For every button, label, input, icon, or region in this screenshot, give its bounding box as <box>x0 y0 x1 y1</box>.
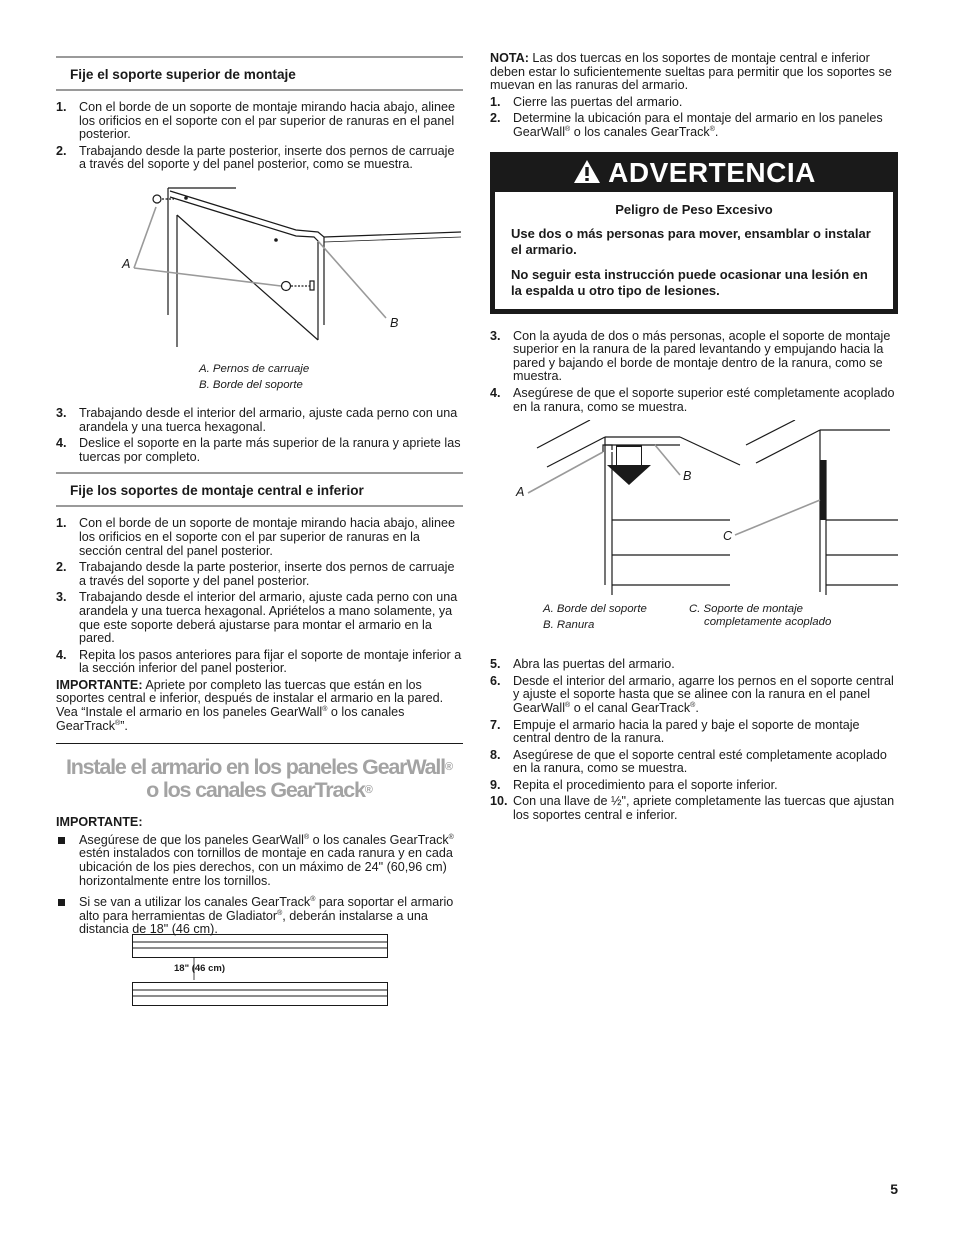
warning-line: Use dos o más personas para mover, ensamblar o instalar el armario. <box>511 225 871 257</box>
step-text: Con la ayuda de dos o más personas, acople el soporte de montaje superior en la ranura de la pared levantando y empujando hacia la pared y bajando el borde de montaje dentro de la ranura, como se muestra. <box>513 328 891 384</box>
step-number: 10. <box>490 794 508 809</box>
step-text: Deslice el soporte en la parte más superior de la ranura y apriete las tuercas por completo. <box>79 436 461 464</box>
bullet-item <box>56 834 463 888</box>
warning-header <box>492 154 896 192</box>
caption-a: A. Pernos de carruaje <box>199 362 310 375</box>
step-text: o el canal GearTrack <box>570 700 691 715</box>
step-text: Asegúrese de que el soporte superior esté completamente acoplado en la ranura, como se muestra. <box>513 385 895 414</box>
label-a: A <box>122 256 131 271</box>
step-text: Asegúrese de que el soporte central esté completamente acoplado en la ranura, como se muestra. <box>513 747 887 776</box>
step-number: 8. <box>490 747 501 762</box>
section-heading-top-bracket: Fije el soporte superior de montaje <box>56 56 463 91</box>
bullet-text: o los canales GearTrack <box>309 832 449 847</box>
bullet-text: , deberán instalarse a una distancia de 18" (46 cm). <box>79 908 428 937</box>
warning-triangle-icon <box>572 158 602 185</box>
registered-mark: ® <box>303 833 310 841</box>
step-number: 4. <box>490 385 501 400</box>
step-number: 3. <box>56 590 67 605</box>
step-number: 4. <box>56 436 67 451</box>
warning-box <box>490 152 898 314</box>
registered-mark: ® <box>565 125 571 133</box>
step-item <box>490 675 898 716</box>
warning-subtitle: Peligro de Peso Excesivo <box>615 201 773 217</box>
nota-label: NOTA: <box>490 51 529 65</box>
step-text: Con una llave de ½", apriete completamente las tuercas que ajustan los soportes central e inferior. <box>513 794 895 823</box>
top-bracket-steps <box>56 101 463 172</box>
label-b: B <box>683 469 692 484</box>
step-number: 1. <box>56 516 67 531</box>
label-b: B <box>390 315 399 330</box>
step-number: 4. <box>56 647 67 662</box>
install-section <box>56 743 463 937</box>
step-item <box>490 387 898 414</box>
bracket-engagement-illustration <box>490 420 898 595</box>
figure-top-bracket <box>56 175 463 407</box>
registered-mark: ® <box>690 701 696 709</box>
important-note <box>56 679 463 733</box>
bullet-square-icon <box>58 899 65 906</box>
step-item <box>56 591 463 645</box>
caption-a: A. Borde del soporte <box>543 603 647 616</box>
important-label: IMPORTANTE: <box>56 677 143 692</box>
right-steps-1 <box>490 96 898 140</box>
step-number: 3. <box>490 328 501 343</box>
caption-c: C. Soporte de montaje <box>689 603 803 616</box>
important-text: o los canales GearTrack <box>56 705 405 733</box>
important-text: ”. <box>120 718 128 733</box>
registered-mark: ® <box>444 761 454 774</box>
nota-text: Las dos tuercas en los soportes de montaje central e inferior deben estar lo suficientemente sueltas para permitir que los soportes se muevan en las ranuras del armario. <box>490 51 892 93</box>
registered-mark: ® <box>709 125 715 133</box>
step-text: . <box>714 124 719 139</box>
step-text: Desde el interior del armario, agarre los pernos en el soporte central y ajuste el soporte hasta que se alinee con la ranura en el panel GearWall <box>513 673 894 715</box>
step-text: Empuje el armario hacia la pared y baje el soporte de montaje central dentro de la ranura. <box>513 717 860 746</box>
step-number: 7. <box>490 717 501 732</box>
step-number: 6. <box>490 673 501 688</box>
step-number: 9. <box>490 777 501 792</box>
step-text: Determine la ubicación para el montaje del armario en los paneles GearWall <box>513 111 883 139</box>
step-item <box>490 330 898 384</box>
label-c: C <box>723 529 733 544</box>
step-item <box>490 96 898 110</box>
install-title-line2: o los canales GearTrack <box>146 778 365 803</box>
step-text: . <box>695 700 699 715</box>
step-item <box>490 719 898 746</box>
step-text: Trabajando desde la parte posterior, inserte dos pernos de carruaje a través del soporte y del panel posterior, como se muestra. <box>79 143 455 172</box>
caption-b: B. Borde del soporte <box>199 378 303 391</box>
step-item <box>490 749 898 776</box>
section-heading-center-bottom-brackets: Fije los soportes de montaje central e inferior <box>56 472 463 507</box>
step-item <box>490 779 898 793</box>
warning-title: ADVERTENCIA <box>608 156 816 188</box>
step-text: Trabajando desde el interior del armario, ajuste cada perno con una arandela y una tuerca hexagonal. <box>79 405 458 434</box>
install-title-line1: Instale el armario en los paneles GearWall <box>65 755 445 780</box>
figure-bracket-engagement <box>490 420 898 652</box>
step-item <box>56 517 463 558</box>
spacing-cm: (46 cm) <box>191 963 225 974</box>
registered-mark: ® <box>565 701 571 709</box>
registered-mark: ® <box>448 833 454 841</box>
step-item <box>490 112 898 139</box>
bullet-text: Si se van a utilizar los canales GearTrack <box>79 895 311 910</box>
registered-mark: ® <box>277 909 283 917</box>
step-number: 1. <box>490 94 501 109</box>
step-text: o los canales GearTrack <box>570 124 710 139</box>
registered-mark: ® <box>115 719 121 727</box>
step-number: 5. <box>490 657 501 672</box>
step-text: Abra las puertas del armario. <box>513 657 675 672</box>
right-column <box>490 52 898 826</box>
page-number: 5 <box>890 1181 898 1197</box>
caption-b: B. Ranura <box>543 619 595 632</box>
step-number: 2. <box>56 143 67 158</box>
warning-line: No seguir esta instrucción puede ocasionar una lesión en la espalda u otro tipo de lesiones. <box>511 266 868 298</box>
geartrack-illustration <box>132 932 388 1008</box>
top-bracket-steps-continued <box>56 407 463 464</box>
install-title <box>56 756 463 802</box>
bullet-text: Asegúrese de que los paneles GearWall <box>79 832 304 847</box>
step-text: Repita el procedimiento para el soporte inferior. <box>513 777 778 792</box>
step-item <box>56 101 463 142</box>
step-text: Con el borde de un soporte de montaje mirando hacia abajo, alinee los orificios en el soporte con el par superior de ranuras en la sección central del panel posterior. <box>79 516 455 558</box>
step-text: Trabajando desde el interior del armario, ajuste cada perno con una arandela y una tuerca hexagonal. Apriételos a mano solamente, ya que este soporte deberá ajustarse para montar el armario en la pared. <box>79 590 458 646</box>
right-steps-2 <box>490 330 898 415</box>
label-a: A <box>516 485 525 500</box>
step-item <box>490 658 898 672</box>
nota <box>490 52 898 93</box>
center-bottom-steps <box>56 517 463 676</box>
spacing-inches: 18" <box>174 963 190 974</box>
step-text: Con el borde de un soporte de montaje mirando hacia abajo, alinee los orificios en el soporte con el par superior de ranuras en el panel posterior. <box>79 100 455 142</box>
registered-mark: ® <box>364 784 373 797</box>
step-text: Repita los pasos anteriores para fijar el soporte de montaje inferior a la sección inferior del panel posterior. <box>79 647 462 676</box>
figure-geartrack-spacing <box>132 932 388 1008</box>
top-bracket-illustration <box>56 175 463 375</box>
step-item <box>56 407 463 434</box>
step-number: 3. <box>56 405 67 420</box>
step-item <box>490 795 898 822</box>
right-steps-3 <box>490 658 898 823</box>
install-bullets <box>56 834 463 937</box>
warning-body <box>495 192 893 309</box>
step-text: Trabajando desde la parte posterior, inserte dos pernos de carruaje a través del soporte y del panel posterior. <box>79 560 455 588</box>
important-text: Apriete por completo las tuercas que están en los soportes central e inferior, después de instalar el armario en la pared. Vea “Instale el armario en los paneles GearWall <box>56 677 444 720</box>
step-number: 2. <box>56 560 67 575</box>
step-text: Cierre las puertas del armario. <box>513 94 683 109</box>
bullet-text: estén instalados con tornillos de montaje en cada ranura y en cada ubicación de los pies derechos, con un máximo de 24" (60,96 cm) horizontalmente entre los tornillos. <box>79 846 453 888</box>
step-item <box>56 649 463 676</box>
step-item <box>56 561 463 588</box>
caption-c-continued: completamente acoplado <box>704 616 832 629</box>
bullet-text: para soportar el armario alto para herramientas de Gladiator <box>79 895 454 923</box>
step-number: 1. <box>56 100 67 114</box>
step-item <box>56 437 463 464</box>
step-item <box>56 145 463 172</box>
step-number: 2. <box>490 111 501 126</box>
registered-mark: ® <box>322 706 328 714</box>
bullet-item <box>56 896 463 937</box>
registered-mark: ® <box>310 896 316 904</box>
left-column <box>56 56 463 945</box>
spacing-label <box>174 963 225 974</box>
important-label: IMPORTANTE: <box>56 815 143 830</box>
bullet-square-icon <box>58 837 65 844</box>
